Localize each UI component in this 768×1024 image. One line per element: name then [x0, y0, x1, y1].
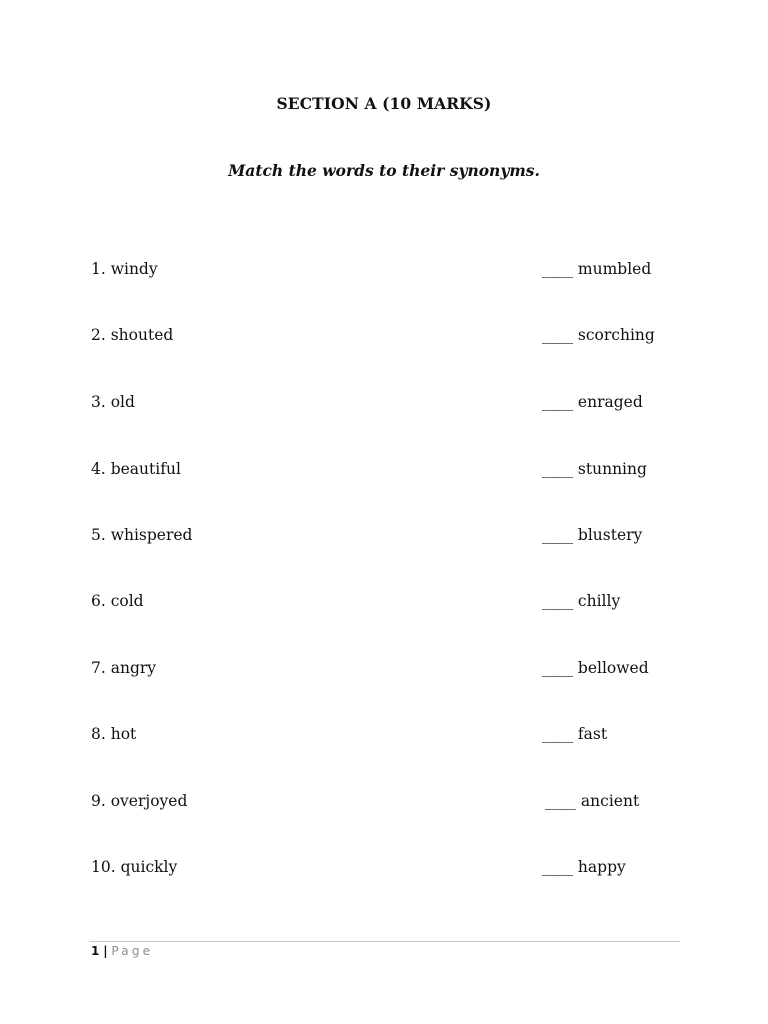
list-item [0, 326, 768, 348]
word: 10. quickly [91, 858, 178, 876]
synonym-blank: ____ fast [542, 725, 608, 743]
word: 5. whispered [91, 526, 193, 544]
list-item [0, 592, 768, 614]
synonym-blank: ____ scorching [542, 326, 655, 344]
synonym-blank: ____ mumbled [542, 260, 652, 278]
word: 2. shouted [91, 326, 174, 344]
list-item [0, 526, 768, 548]
word: 4. beautiful [91, 460, 181, 478]
list-item [0, 792, 768, 814]
list-item [0, 858, 768, 880]
list-item [0, 659, 768, 681]
synonym-blank: ____ enraged [542, 393, 643, 411]
footer-separator: | [103, 944, 108, 958]
word: 8. hot [91, 725, 137, 743]
word: 3. old [91, 393, 135, 411]
page-number: 1 [91, 944, 100, 958]
word: 1. windy [91, 260, 158, 278]
list-item [0, 725, 768, 747]
synonym-blank: ____ chilly [542, 592, 621, 610]
footer-divider [89, 941, 680, 942]
synonym-blank: ____ stunning [542, 460, 647, 478]
instruction-text: Match the words to their synonyms. [228, 161, 540, 180]
page-footer [91, 944, 153, 958]
list-item [0, 393, 768, 415]
list-item [0, 260, 768, 282]
synonym-blank: ____ happy [542, 858, 626, 876]
synonym-blank: ____ bellowed [542, 659, 649, 677]
synonym-blank: ____ blustery [542, 526, 643, 544]
synonym-blank: ____ ancient [545, 792, 640, 810]
word: 9. overjoyed [91, 792, 188, 810]
word: 7. angry [91, 659, 157, 677]
section-title: SECTION A (10 MARKS) [276, 94, 492, 113]
page-label: Page [111, 944, 154, 958]
word: 6. cold [91, 592, 144, 610]
list-item [0, 460, 768, 482]
